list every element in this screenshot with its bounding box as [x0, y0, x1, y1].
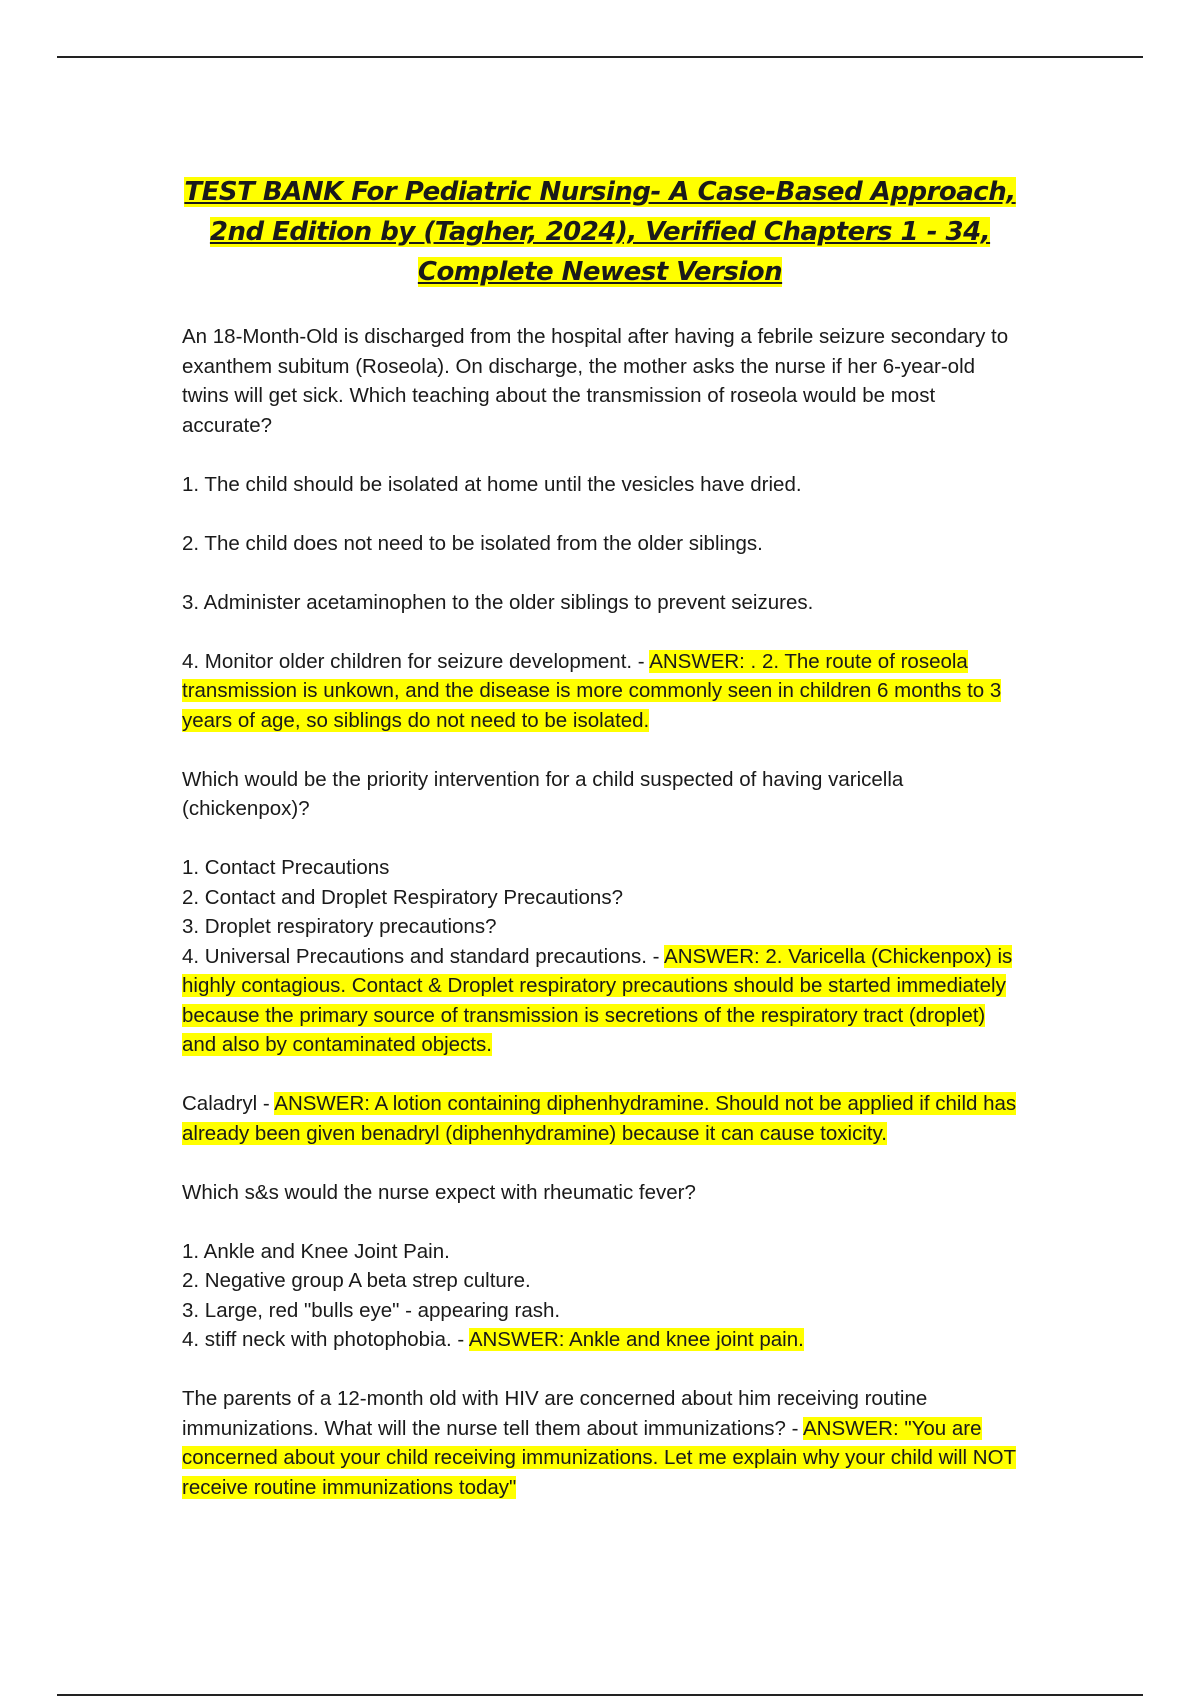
footer-rule — [57, 1694, 1143, 1696]
question-stem: The parents of a 12-month old with HIV are concerned about him receiving routine immunizations. What will the nurse tell them about immunizations? - — [182, 1387, 928, 1440]
question-stem: An 18-Month-Old is discharged from the hospital after having a febrile seizure secondary to exanthem subitum (Roseola). On discharge, the mother asks the nurse if her 6-year-old twins will get sick. Which teaching about the transmission of roseola would be most accurate? — [182, 325, 1009, 437]
question-stem: Which would be the priority intervention for a child suspected of having varicella (chickenpox)? — [182, 767, 904, 820]
question-option: 1. Contact Precautions — [182, 856, 390, 879]
answer-highlight: ANSWER: 2. Varicella (Chickenpox) is highly contagious. Contact & Droplet respiratory precautions should be started immediately because the primary source of transmission is secretions of the respiratory tract (droplet) and also by contaminated objects. — [182, 944, 1013, 1056]
document-title — [170, 172, 1030, 292]
question-option: 2. Negative group A beta strep culture. — [182, 1269, 531, 1292]
answer-highlight: ANSWER: Ankle and knee joint pain. — [468, 1328, 804, 1351]
question-option: 3. Administer acetaminophen to the older siblings to prevent seizures. — [182, 590, 814, 614]
question-option: 4. Universal Precautions and standard precautions. - — [182, 944, 665, 968]
question-stem: Which s&s would the nurse expect with rheumatic fever? — [182, 1180, 696, 1204]
question-option-with-answer — [182, 1325, 1022, 1355]
document-title-text: TEST BANK For Pediatric Nursing- A Case-Based Approach, 2nd Edition by (Tagher, 2024), Verified Chapters 1 - 34, Complete Newest Version — [184, 177, 1016, 287]
question-option: 1. The child should be isolated at home until the vesicles have dried. — [182, 472, 802, 496]
header-rule — [57, 56, 1143, 58]
term-label: Caladryl - — [182, 1092, 275, 1115]
answer-highlight: ANSWER: . 2. The route of roseola transmission is unkown, and the disease is more commonly seen in children 6 months to 3 years of age, so siblings do not need to be isolated. — [182, 649, 1002, 732]
question-option: 4. Monitor older children for seizure development. - — [182, 649, 650, 673]
answer-highlight: ANSWER: A lotion containing diphenhydramine. Should not be applied if child has already been given benadryl (diphenhydramine) because it can cause toxicity. — [182, 1092, 1017, 1145]
question-option: 2. Contact and Droplet Respiratory Precautions? — [182, 885, 623, 909]
question-option: 4. stiff neck with photophobia. - — [182, 1328, 469, 1351]
question-option: 3. Droplet respiratory precautions? — [182, 915, 497, 938]
question-option: 2. The child does not need to be isolated from the older siblings. — [182, 531, 763, 555]
term-with-answer — [182, 1089, 1022, 1148]
answer-highlight: ANSWER: "You are concerned about your child receiving immunizations. Let me explain why your child will NOT receive routine immunizations today" — [182, 1416, 1017, 1499]
document-body — [182, 322, 1022, 1502]
question-with-answer — [182, 1384, 1022, 1502]
question-option-with-answer — [182, 942, 1022, 1060]
question-option-with-answer — [182, 647, 1022, 736]
question-option: 3. Large, red "bulls eye" - appearing rash. — [182, 1298, 561, 1322]
question-option: 1. Ankle and Knee Joint Pain. — [182, 1239, 450, 1263]
